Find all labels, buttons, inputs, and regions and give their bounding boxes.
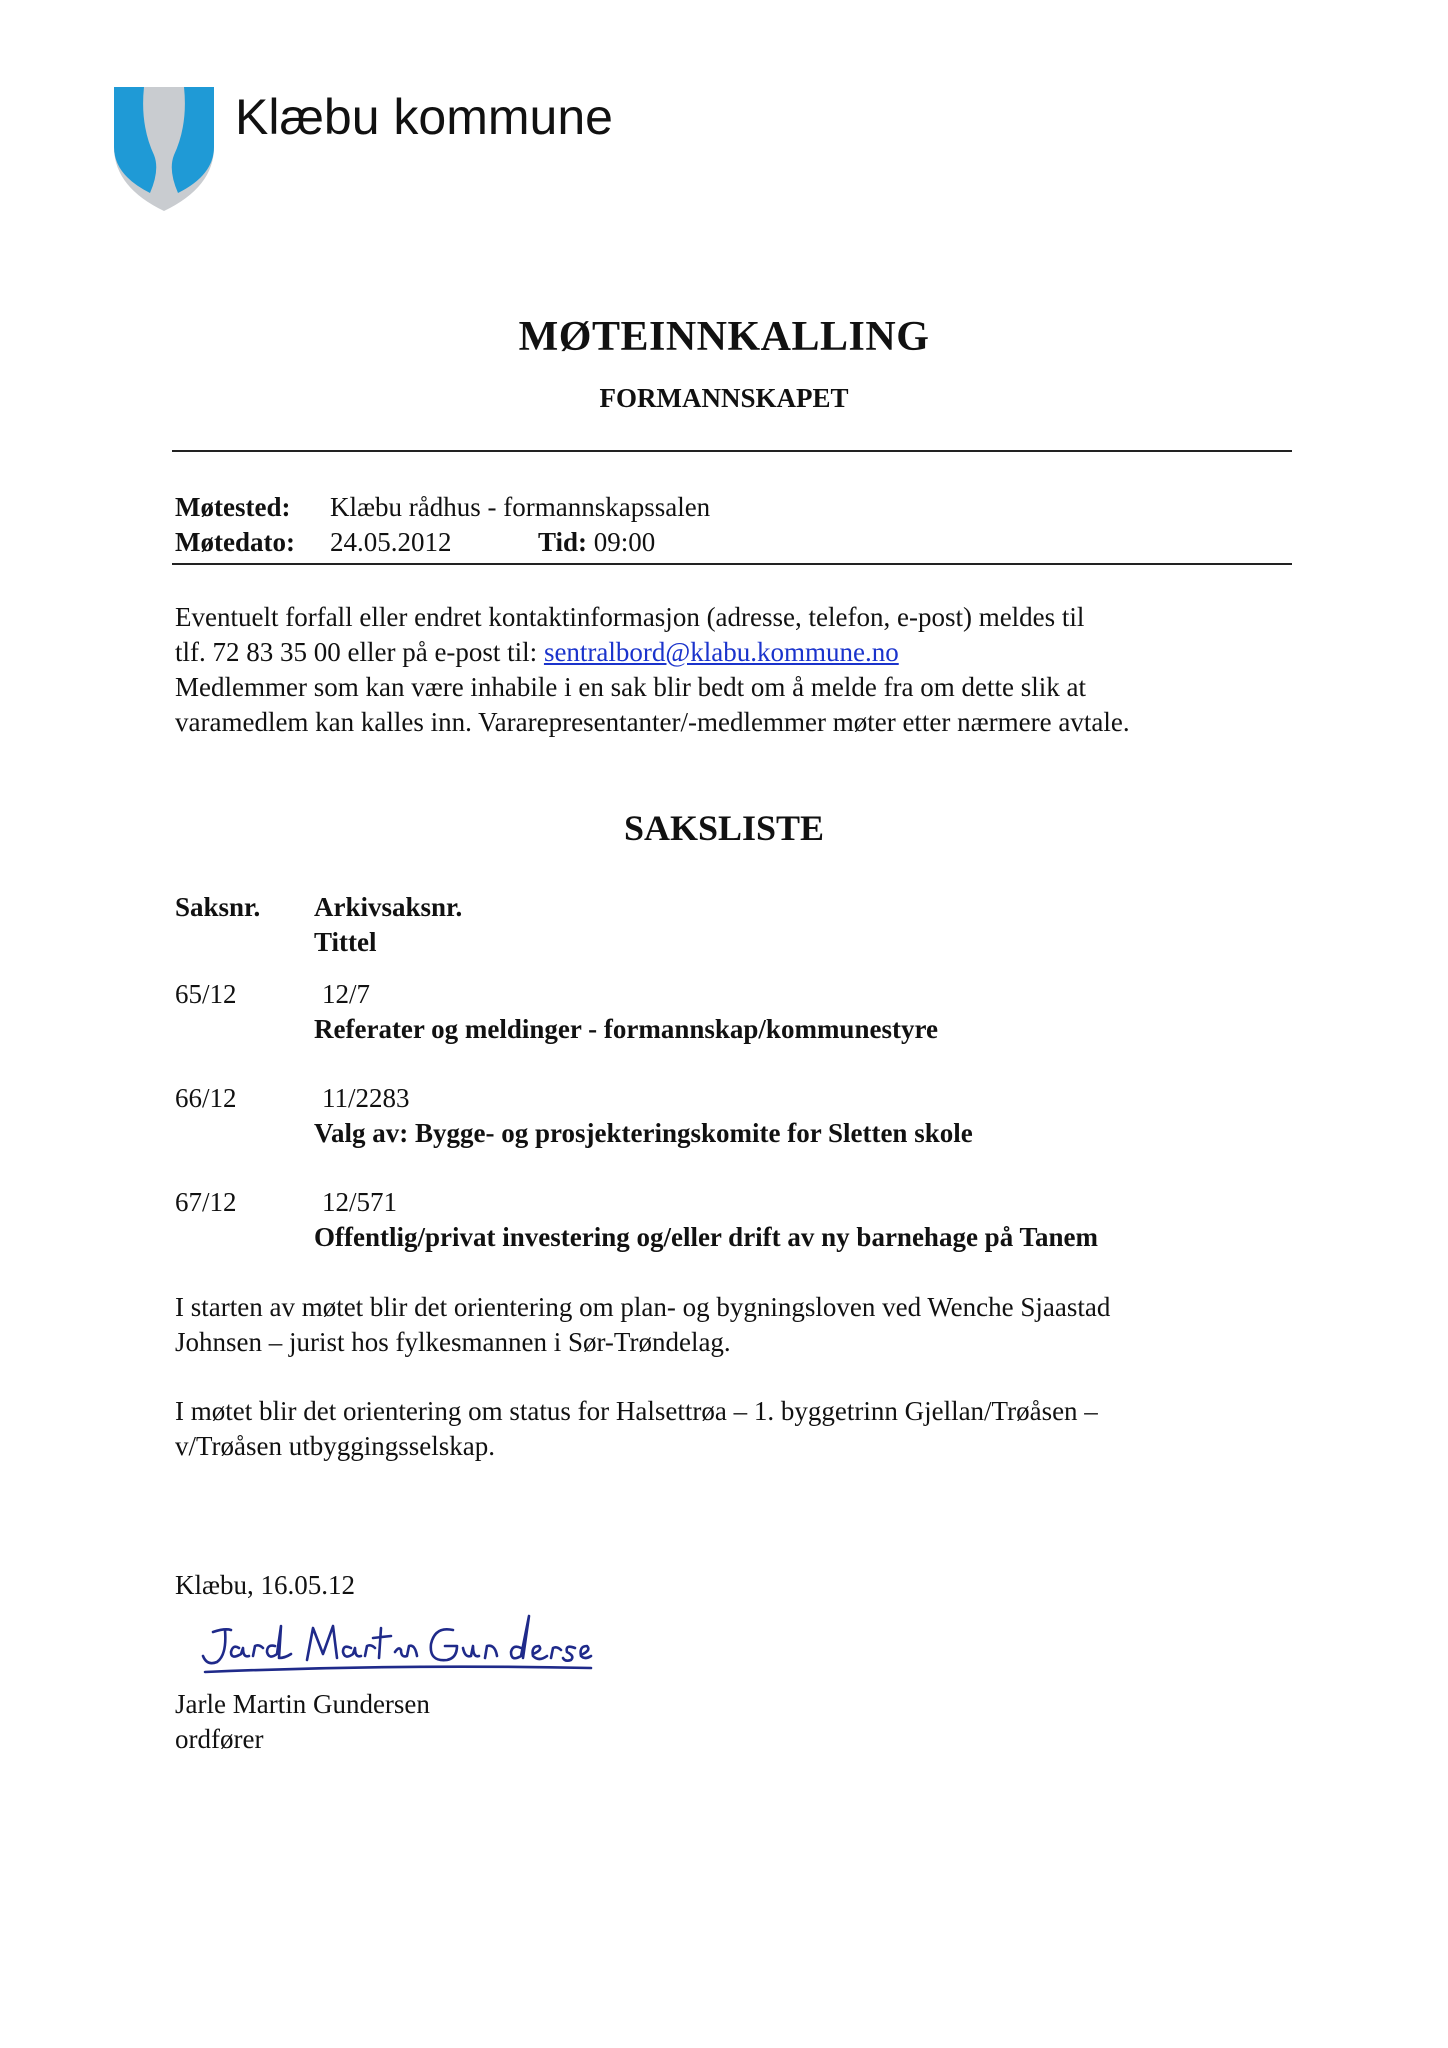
col-arkivsaksnr: Arkivsaksnr. (314, 892, 463, 922)
agenda-heading: SAKSLISTE (623, 808, 825, 848)
info-1-line-2: Johnsen – jurist hos fylkesmannen i Sør-Trøndelag. (175, 1327, 731, 1357)
document-title: MØTEINNKALLING (518, 314, 930, 360)
notice-line-3: Medlemmer som kan være inhabile i en sak blir bedt om å melde fra om dette slik at (175, 672, 1086, 702)
municipality-name: Klæbu kommune (235, 89, 613, 145)
agenda-saksnr-65: 65/12 (175, 979, 237, 1009)
agenda-title-67: Offentlig/privat investering og/eller drift av ny barnehage på Tanem (314, 1222, 1098, 1252)
agenda-arkiv-67: 12/571 (322, 1187, 398, 1217)
col-saksnr: Saksnr. (175, 892, 261, 922)
info-2-line-1: I møtet blir det orientering om status for Halsettrøa – 1. byggetrinn Gjellan/Trøåsen – (175, 1396, 1098, 1426)
info-2-line-2: v/Trøåsen utbyggingsselskap. (175, 1431, 496, 1461)
place-value: Klæbu rådhus - formannskapssalen (330, 492, 711, 522)
divider-bottom (172, 563, 1292, 565)
notice-line-2-text: tlf. 72 83 35 00 eller på e-post til: (175, 637, 544, 667)
agenda-arkiv-66: 11/2283 (322, 1083, 410, 1113)
document-subtitle: FORMANNSKAPET (599, 383, 849, 413)
time-value: 09:00 (593, 527, 656, 557)
notice-line-1: Eventuelt forfall eller endret kontaktinformasjon (adresse, telefon, e-post) meldes til (175, 602, 1085, 632)
email-link[interactable]: sentralbord@klabu.kommune.no (543, 637, 899, 667)
info-1-line-1: I starten av møtet blir det orientering om plan- og bygningsloven ved Wenche Sjaastad (175, 1292, 1111, 1322)
place-label: Møtested: (175, 492, 291, 522)
signatory-name: Jarle Martin Gundersen (175, 1689, 430, 1719)
date-label: Møtedato: (175, 527, 295, 557)
notice-line-2 (175, 635, 899, 670)
col-tittel: Tittel (314, 927, 377, 957)
agenda-arkiv-65: 12/7 (322, 979, 371, 1009)
date-value: 24.05.2012 (330, 527, 452, 557)
divider-top (172, 450, 1292, 452)
notice-line-4: varamedlem kan kalles inn. Vararepresentanter/-medlemmer møter etter nærmere avtale. (175, 707, 1130, 737)
agenda-saksnr-66: 66/12 (175, 1083, 237, 1113)
agenda-saksnr-67: 67/12 (175, 1187, 237, 1217)
signatory-title: ordfører (175, 1724, 264, 1754)
handwritten-signature (195, 1610, 595, 1680)
coat-of-arms-icon (110, 85, 218, 213)
agenda-title-66: Valg av: Bygge- og prosjekteringskomite for Sletten skole (314, 1118, 973, 1148)
time-field (538, 525, 655, 560)
time-label: Tid: (538, 527, 588, 557)
place-date: Klæbu, 16.05.12 (175, 1570, 356, 1600)
agenda-title-65: Referater og meldinger - formannskap/kommunestyre (314, 1014, 938, 1044)
